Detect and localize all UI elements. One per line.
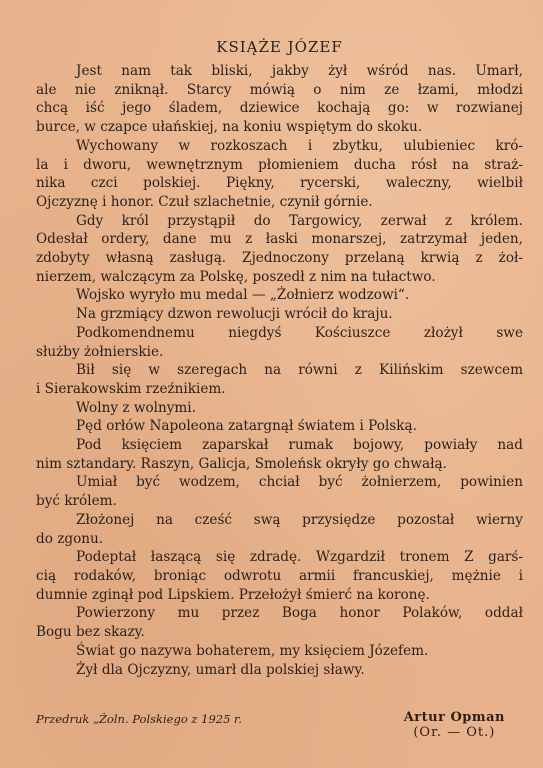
text-line: do zgonu.	[36, 530, 104, 547]
reprint-note: Przedruk „Żoln. Polskiego z 1925 r.	[36, 712, 242, 726]
text-line: Podkomendnemu niegdyś Kościuszce złożył swe	[76, 324, 523, 341]
page-title: KSIĄŻE JÓZEF	[216, 38, 343, 56]
text-line: Bił się w szeregach na równi z Kilińskim szewcem	[76, 362, 523, 379]
text-line: la i dworu, wewnętrznym płomieniem ducha rósł na straż-	[36, 156, 523, 173]
text-line: zdobyty własną zasługą. Zjednoczony przelaną krwią z żoł-	[36, 250, 523, 267]
text-line: Gdy król przystąpił do Targowicy, zerwał z królem.	[76, 212, 523, 229]
text-line: cią rodaków, broniąc odwrotu armii francuskiej, mężnie i	[36, 567, 523, 584]
text-line: Bogu bez skazy.	[36, 624, 145, 641]
author-block	[404, 710, 505, 740]
text-line: chcą iść jego śladem, dziewice kochają go: w rozwianej	[36, 100, 523, 117]
text-line: nika czci polskiej. Piękny, rycerski, waleczny, wielbił	[36, 175, 523, 192]
text-line: Jest nam tak bliski, jakby żył wśród nas. Umarł,	[76, 63, 523, 79]
text-line: Wojsko wyryło mu medal — „Żołnierz wodzowi“.	[76, 287, 410, 304]
text-line: Wychowany w rozkoszach i zbytku, ulubieniec kró-	[76, 137, 523, 154]
text-line: Na grzmiący dzwon rewolucji wrócił do kraju.	[76, 306, 393, 323]
text-line: Podeptał łaszącą się zdradę. Wzgardził tronem Z garś-	[76, 549, 523, 566]
text-line: Pęd orłów Napoleona zatargnął światem i Polską.	[76, 418, 417, 435]
text-line: być królem.	[36, 493, 117, 510]
text-line: dumnie zginął pod Lipskiem. Przełożył śmierć na koronę.	[36, 586, 430, 603]
text-line: i Sierakowskim rzeźnikiem.	[36, 380, 226, 397]
text-line: Powierzony mu przez Boga honor Polaków, oddał	[76, 605, 523, 622]
body-text	[36, 62, 523, 679]
text-line: Żył dla Ojczyzny, umarł dla polskiej sławy.	[76, 661, 365, 678]
text-line: Pod księciem zaparskał rumak bojowy, powiały nad	[76, 437, 523, 454]
text-line: Świat go nazywa bohaterem, my księciem Józefem.	[76, 642, 429, 659]
text-line: Wolny z wolnymi.	[76, 399, 196, 416]
text-line: Ojczyznę i honor. Czuł szlachetnie, czynił górnie.	[36, 193, 373, 210]
text-line: nierzem, walczącym za Polskę, poszedł z nim na tułactwo.	[36, 268, 436, 285]
text-line: Umiał być wodzem, chciał być żołnierzem, powinien	[76, 474, 523, 491]
text-line: nim sztandary. Raszyn, Galicja, Smoleńsk okryły go chwałą.	[36, 455, 447, 472]
text-line: ale nie zniknął. Starcy mówią o nim ze łzami, młodzi	[36, 81, 523, 98]
text-line: burce, w czapce ułańskiej, na koniu wspiętym do skoku.	[36, 119, 423, 136]
author-name: Artur Opman	[403, 710, 505, 725]
text-line: Odesłał ordery, dane mu z łaski monarszej, zatrzymał jeden,	[36, 231, 523, 248]
author-pseudonym: (Or. — Ot.)	[413, 725, 496, 740]
text-line: służby żołnierskie.	[36, 343, 164, 360]
text-line: Złożonej na cześć swą przysiędze pozostał wierny	[76, 511, 523, 528]
